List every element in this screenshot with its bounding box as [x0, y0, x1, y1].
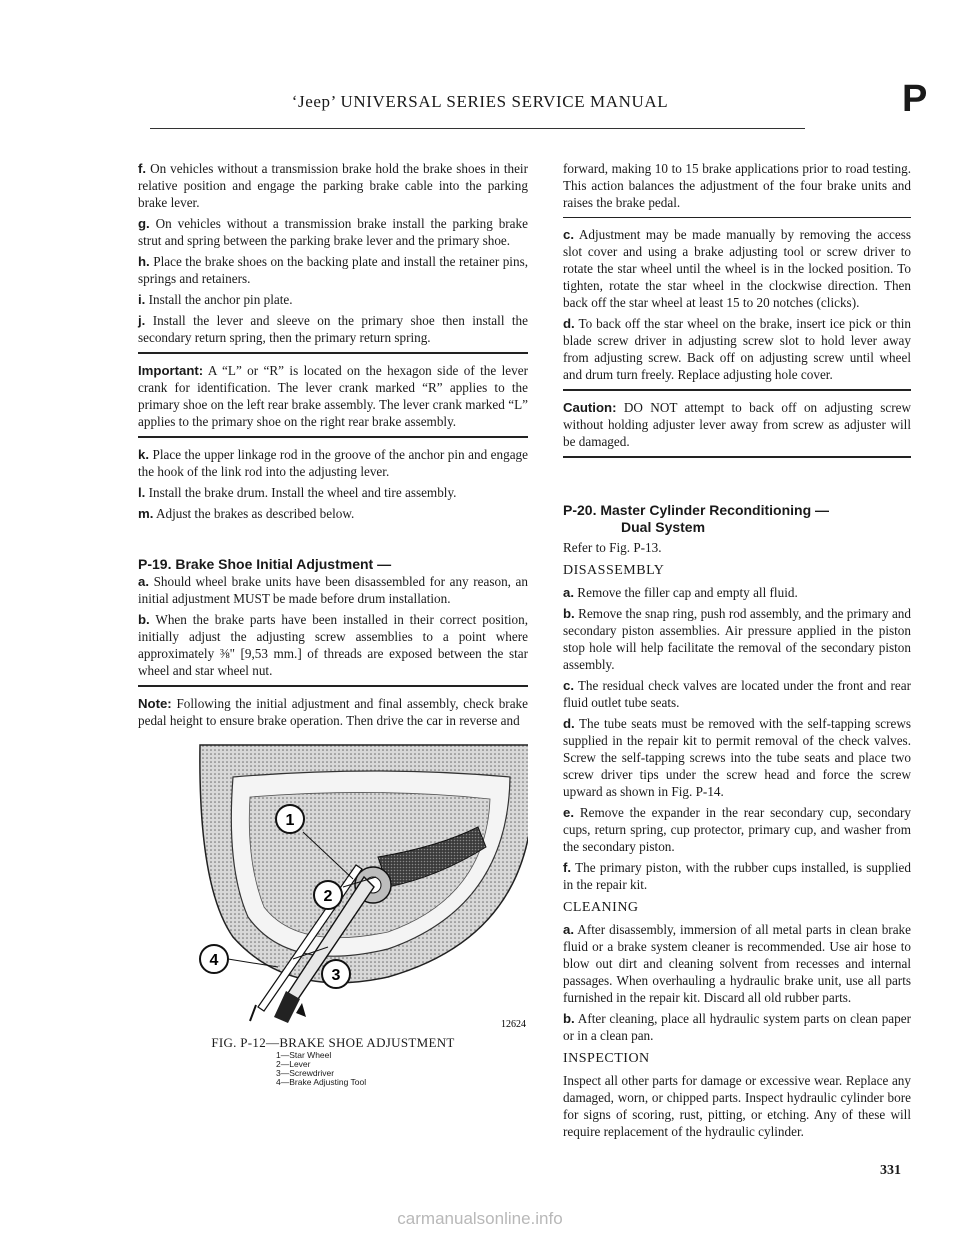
intro-paragraph: forward, making 10 to 15 brake applications prior to road testing. This action balances the adjustment of the four brake units and raises the brake pedal. — [563, 161, 911, 210]
section-letter: P — [902, 78, 928, 120]
step-d: d. To back off the star wheel on the brake, insert ice pick or thin blade screw driver in adjusting screw slot to hold lever away from adjusting screw. Back off on adjusting screw until wheel and drum turn freely. Replace adjusting hole cover. — [563, 316, 911, 382]
divider — [563, 456, 911, 458]
step-k: k. Place the upper linkage rod in the groove of the anchor pin and engage the hook of the link rod into the adjusting lever. — [138, 447, 528, 479]
page-header: ‘Jeep’ UNIVERSAL SERIES SERVICE MANUAL — [291, 92, 669, 111]
figure-legend — [276, 1051, 528, 1087]
callout-4 — [200, 945, 228, 973]
step-p19-b: b. When the brake parts have been installed in their correct position, initially adjust the adjusting screw assemblies to a point where approximately ⅜" [9,53 mm.] of threads are exposed between the star wheel and star wheel nut. — [138, 612, 529, 678]
disassembly-step: a. Remove the filler cap and empty all fluid. — [563, 585, 798, 600]
legend-item: 3—Screwdriver — [276, 1068, 335, 1078]
step-c: c. Adjustment may be made manually by removing the access slot cover and using a brake adjusting tool or screw driver to rotate the star wheel until the wheel is in the locked position. To tighten, rotate the star wheel in the clockwise direction. Then back off the star wheel at least 15 to 20 notches (clicks). — [563, 227, 912, 310]
inspection-paragraph: Inspect all other parts for damage or excessive wear. Replace any damaged, worn, or chipped parts. Inspect hydraulic cylinder bore for signs of scoring, rust, pitting, or etching. Any of these will require replacement of the hydraulic cylinder. — [563, 1073, 911, 1139]
disassembly-heading: DISASSEMBLY — [563, 563, 665, 578]
note-paragraph: Note: Following the initial adjustment and final assembly, check brake pedal height to ensure brake operation. Then drive the car in reverse and — [138, 696, 529, 728]
divider — [138, 436, 528, 438]
disassembly-step: e. Remove the expander in the rear secondary cup, secondary cups, return spring, cup protector, primary cup, and washer from the secondary piston. — [563, 805, 912, 854]
legend-item: 1—Star Wheel — [276, 1050, 332, 1060]
svg-text:2: 2 — [323, 888, 333, 905]
callout-2 — [314, 881, 342, 909]
refer-line: Refer to Fig. P-13. — [563, 540, 662, 555]
step-p19-a: a. Should wheel brake units have been disassembled for any reason, an initial adjustment MUST be made before drum installation. — [138, 574, 529, 606]
right-column — [563, 160, 911, 1144]
footer-watermark[interactable]: carmanualsonline.info — [397, 1209, 563, 1228]
step-g: g. On vehicles without a transmission brake install the parking brake strut and spring between the parking brake lever and the primary shoe. — [138, 216, 528, 248]
callout-1 — [276, 805, 304, 833]
disassembly-step: d. The tube seats must be removed with the self-tapping screws supplied in the repair kit to permit removal of the check valves. Screw the self-tapping screws into the tube seats and place two screw driver tips under the screw head and force the screw upward as shown in Fig. P-14. — [563, 716, 911, 799]
divider — [563, 389, 911, 391]
divider — [138, 685, 528, 687]
divider — [138, 352, 528, 354]
figure-caption: FIG. P-12—BRAKE SHOE ADJUSTMENT — [211, 1035, 455, 1050]
steps-f-to-j — [138, 160, 528, 346]
legend-item: 4—Brake Adjusting Tool — [276, 1077, 367, 1087]
section-subtitle-p20: Dual System — [621, 519, 706, 535]
important-note: Important: A “L” or “R” is located on the hexagon side of the lever crank for identification. The lever crank marked “R” applies to the primary shoe on the left rear brake assembly. The lever crank marked “L” applies to the primary shoe on the right rear brake assembly. — [138, 363, 528, 429]
brake-illustration — [138, 737, 528, 1032]
brake-shoe-adjustment-figure — [138, 737, 528, 1032]
left-column — [138, 160, 528, 1087]
step-l: l. Install the brake drum. Install the wheel and tire assembly. — [138, 485, 457, 500]
inspection-heading: INSPECTION — [563, 1051, 650, 1066]
step-j: j. Install the lever and sleeve on the primary shoe then install the secondary return spring, then the primary return spring. — [138, 313, 529, 345]
svg-text:3: 3 — [331, 967, 341, 984]
disassembly-step: b. Remove the snap ring, push rod assembly, and the primary and secondary piston assemblies. Air pressure applied in the piston stop hole will help facilitate the removal of the secondary piston assembly. — [563, 606, 911, 672]
disassembly-step: f. The primary piston, with the rubber cups installed, is supplied in the repair kit. — [563, 860, 911, 892]
legend-item: 2—Lever — [276, 1059, 311, 1069]
figure-number: 12624 — [501, 1019, 526, 1030]
section-title-p20: P-20. Master Cylinder Reconditioning — — [563, 502, 830, 518]
cleaning-step: a. After disassembly, immersion of all metal parts in clean brake fluid or a brake system cleaner is recommended. Use air hose to blow out dirt and cleaning solvent from recesses and internal passages. When overhauling a hydraulic brake unit, use all parts furnished in the repair kit. Discard all old rubber parts. — [563, 922, 912, 1005]
caution-note: Caution: DO NOT attempt to back off on adjusting screw without holding adjuster lever away from screw as adjuster will be damaged. — [563, 400, 912, 449]
disassembly-step: c. The residual check valves are located under the front and rear fluid outlet tube seats. — [563, 678, 911, 710]
svg-text:1: 1 — [285, 812, 295, 829]
callout-3 — [322, 960, 350, 988]
page-number: 331 — [880, 1163, 901, 1178]
step-m: m. Adjust the brakes as described below. — [138, 506, 355, 521]
step-i: i. Install the anchor pin plate. — [138, 292, 293, 307]
cleaning-step: b. After cleaning, place all hydraulic system parts on clean paper or in a clean pan. — [563, 1011, 911, 1043]
cleaning-heading: CLEANING — [563, 900, 639, 915]
step-f: f. On vehicles without a transmission brake hold the brake shoes in their relative position and engage the parking brake cable into the parking brake lever. — [138, 161, 528, 210]
step-h: h. Place the brake shoes on the backing plate and install the retainer pins, springs and retainers. — [138, 254, 528, 286]
header-rule — [150, 128, 805, 129]
divider — [563, 217, 911, 218]
section-title-p19: P-19. Brake Shoe Initial Adjustment — — [138, 556, 392, 572]
svg-text:4: 4 — [209, 952, 219, 969]
